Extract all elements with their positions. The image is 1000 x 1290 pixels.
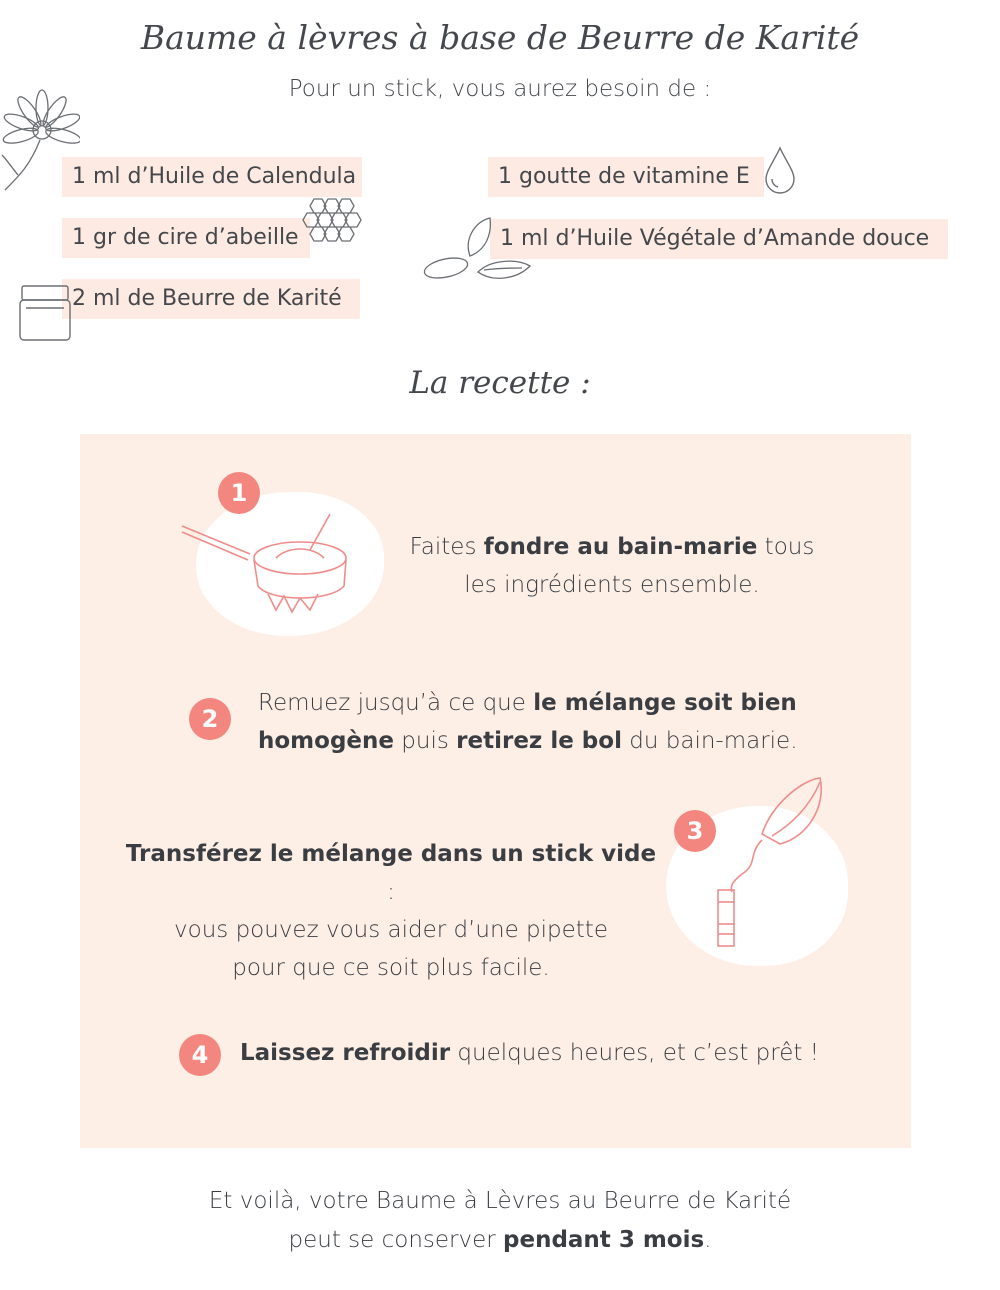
ingredient-beeswax: 1 gr de cire d’abeille: [62, 218, 310, 258]
bowl-stick-icon: [702, 774, 832, 954]
drop-icon: [760, 145, 800, 195]
step-2-text: Remuez jusqu’à ce que le mélange soit bien homogène puis retirez le bol du bain-marie.: [258, 690, 798, 754]
step-4-badge: 4: [179, 1034, 221, 1076]
step-1-text: Faites fondre au bain-marie tous les ingrédients ensemble.: [409, 534, 815, 598]
saucepan-icon: [180, 506, 360, 621]
honeycomb-icon: [294, 195, 369, 257]
step-1-badge: 1: [218, 472, 260, 514]
ingredient-calendula-oil: 1 ml d’Huile de Calendula: [62, 157, 362, 197]
step-3-text: Transférez le mélange dans un stick vide : vous pouvez vous aider d’une pipette pour que ce soit plus facile.: [125, 841, 657, 981]
step-4-text: Laissez refroidir quelques heures, et c’est prêt !: [240, 1040, 819, 1066]
jar-icon: [16, 280, 76, 346]
recipe-panel: [80, 434, 911, 1148]
step-3-badge: 3: [674, 810, 716, 852]
outro-text: Et voilà, votre Baume à Lèvres au Beurre de Karité peut se conserver pendant 3 mois.: [208, 1188, 792, 1253]
ingredient-vitamin-e: 1 goutte de vitamine E: [488, 157, 764, 197]
ingredient-almond-oil: 1 ml d’Huile Végétale d’Amande douce: [490, 219, 948, 259]
page-subtitle: Pour un stick, vous aurez besoin de :: [288, 76, 712, 102]
page-title: Baume à lèvres à base de Beurre de Karité: [140, 18, 860, 57]
almond-icon: [418, 212, 538, 284]
recipe-heading: La recette :: [409, 365, 591, 401]
ingredient-shea-butter: 2 ml de Beurre de Karité: [62, 279, 360, 319]
step-2-badge: 2: [189, 698, 231, 740]
